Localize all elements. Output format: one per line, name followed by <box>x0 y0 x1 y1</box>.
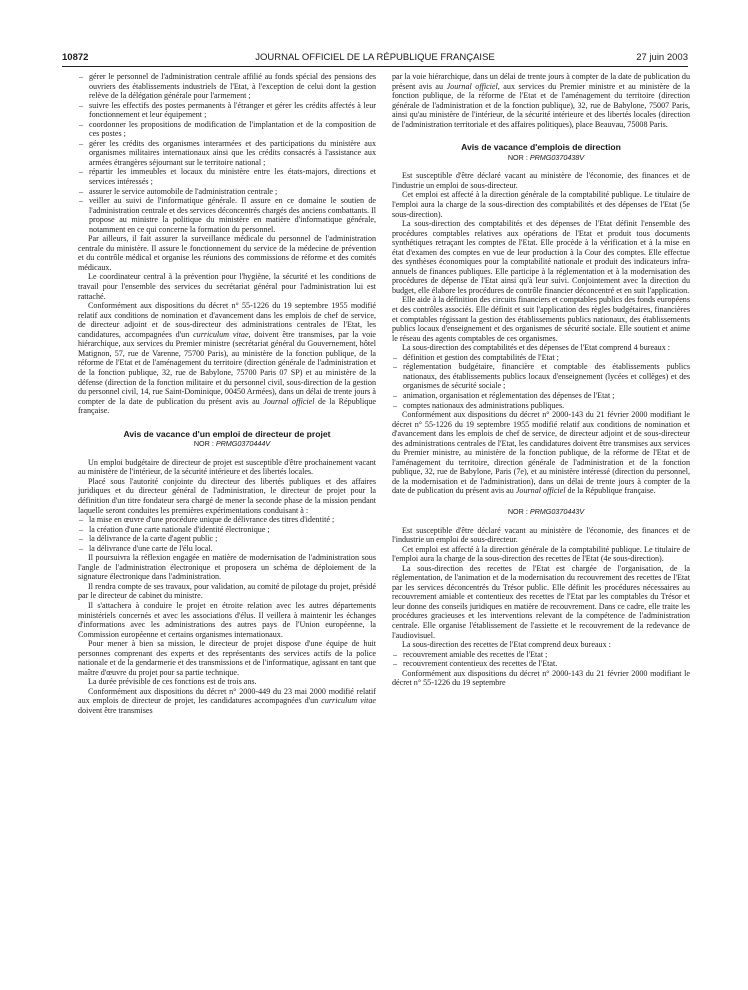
nor-reference: NOR : PRMG0370444V <box>193 439 271 449</box>
paragraph: Placé sous l'autorité conjointe du directeur des libertés publiques et des affaires juridiques et du directeur général de l'administration, le directeur de projet pour la définition d'un titre fondateur sera chargé de mener la seconde phase de la mission pendant laquelle seront conduites les premières expérimentations conduisant à : <box>78 476 376 515</box>
list-item: – veiller au suivi de l'informatique générale. Il assure en ce domaine le soutien de l'administration centrale et des services déconcentrés chargés des anciens combattants. Il propose au ministre la politique du ministère en matière d'informatique générale, notamment en ce qui concerne la formation du personnel. <box>89 196 376 234</box>
page-number: 10872 <box>62 52 89 63</box>
paragraph: Il s'attachera à conduire le projet en étroite relation avec les autres départements ministériels concernés et avec les associations d'élus. Il veillera à maintenir les échanges d'informations avec les administrations des autres pays de l'Union européenne, la Commission européenne et certains organismes internationaux. <box>78 600 376 639</box>
list-item: – définition et gestion des comptabilités de l'Etat ; <box>403 353 690 363</box>
section-heading: Avis de vacance d'un emploi de directeur de projet <box>123 428 331 439</box>
list-item: – assurer le service automobile de l'administration centrale ; <box>89 187 376 197</box>
left-column <box>78 72 376 716</box>
bureaux-list <box>392 353 690 410</box>
right-column <box>392 72 690 688</box>
paragraph: Un emploi budgétaire de directeur de projet est susceptible d'être prochainement vacant au ministère de l'intérieur, de la sécurité intérieure et des libertés locales. <box>78 457 376 477</box>
paragraph: Conformément aux dispositions du décret n° 2000-143 du 21 février 2000 modifiant le décret n° 55-1226 du 19 septembre <box>392 668 690 688</box>
bureaux-list <box>392 650 690 669</box>
list-item: – animation, organisation et réglementation des dépenses de l'Etat ; <box>403 391 690 401</box>
duties-list <box>78 72 376 234</box>
paragraph: La durée prévisible de ces fonctions est de trois ans. <box>88 677 257 687</box>
nor-reference: NOR : PRMG0370438V <box>507 152 585 162</box>
paragraph: Il poursuivra la réflexion engagée en matière de modernisation de l'administration sous l'angle de l'administration électronique et proposera un schéma de déploiement de la signature électronique dans l'administration. <box>78 553 376 582</box>
paragraph: Le coordinateur central à la prévention pour l'hygiène, la sécurité et les conditions de travail pour l'ensemble des services du secrétariat général pour l'administration lui est rattaché. <box>78 272 376 301</box>
list-item: – comptes nationaux des administrations publiques. <box>403 401 690 411</box>
paragraph: Cet emploi est affecté à la direction générale de la comptabilité publique. Le titulaire de l'emploi aura la charge de la sous-direction des recettes de l'Etat (4e sous-direction). <box>392 544 690 564</box>
paragraph: La sous-direction des recettes de l'Etat est chargée de l'organisation, de la réglementation, de l'animation et de la modernisation du recouvrement des recettes de l'Etat par les services déconcentrés du Trésor public. Elle définit les procédures nécessaires au recouvrement amiable et contentieux des recettes de l'Etat par les comptables du Trésor et leur donne des conseils juridiques en matière de recouvrement. Dans ce cadre, elle traite les procédures gracieuses et les interventions relevant de la compétence de l'administration centrale. Elle organise l'établissement de l'assiette et le recouvrement de la redevance de l'audiovisuel. <box>392 563 690 640</box>
paragraph: Cet emploi est affecté à la direction générale de la comptabilité publique. Le titulaire de l'emploi aura la charge de la sous-direction des comptabilités et des dépenses de l'Etat (5e sous-direction). <box>392 190 690 219</box>
paragraph: Pour mener à bien sa mission, le directeur de projet dispose d'une équipe de huit personnes comprenant des experts et des représentants des services actifs de la police nationale et de la gendarmerie et des transmissions et de l'informatique, agissant en tant que maître d'œuvre du projet pour sa partie technique. <box>78 639 376 677</box>
list-item: – suivre les effectifs des postes permanents à l'étranger et gérer les crédits affectés à leur fonctionnement et leur équipement ; <box>89 101 376 120</box>
paragraph: Est susceptible d'être déclaré vacant au ministère de l'économie, des finances et de l'industrie un emploi de sous-directeur. <box>392 171 690 190</box>
list-item: – répartir les immeubles et locaux du ministère entre les états-majors, directions et services intéressés ; <box>89 167 376 186</box>
paragraph: La sous-direction des comptabilités et des dépenses de l'Etat définit l'ensemble des procédures comptables relatives aux opérations de l'Etat et produit tous documents synthétiques retraçant les comptes de l'Etat. Elle procède à la vérification et à la mise en état d'examen des comptes en vue de leur production à la Cour des comptes. Elle effectue des synthèses économiques pour la comptabilité nationale et produit des indicateurs infra-annuels de finances publiques. Elle participe à la réglementation et à la modernisation des procédures de dépense de l'Etat ainsi qu'à leur suivi. Conjointement avec la direction du budget, elle élabore les procédures de contrôle financier déconcentré et en suit l'application. <box>392 219 690 295</box>
list-item: – coordonner les propositions de modification de l'implantation et de la composition de ces postes ; <box>89 120 376 139</box>
page-header <box>62 52 688 66</box>
list-item: – réglementation budgétaire, financière et comptable des établissements publics nationaux, des établissements publics locaux d'enseignement (lycées et collèges) et des organismes de sécurité sociale ; <box>403 362 690 391</box>
list-item: – la délivrance de la carte d'agent public ; <box>89 534 376 544</box>
list-item: – recouvrement amiable des recettes de l'Etat ; <box>403 650 690 660</box>
paragraph: Conformément aux dispositions du décret n° 2000-449 du 23 mai 2000 modifié relatif aux emplois de directeur de projet, les candidatures accompagnées d'un curriculum vitae doivent être transmises <box>78 686 376 715</box>
paragraph: La sous-direction des comptabilités et des dépenses de l'Etat comprend 4 bureaux : <box>402 343 671 353</box>
list-item: – la délivrance d'une carte de l'élu local. <box>89 544 376 554</box>
paragraph: Conformément aux dispositions du décret n° 2000-143 du 21 février 2000 modifiant le décret n° 55-1226 du 19 septembre 1955 modifié relatif aux conditions de nomination et d'avancement dans les emplois de chef de service, de directeur adjoint et de sous-directeur des administrations centrales de l'Etat, les candidatures doivent être transmises aux services du Premier ministre, au ministère de la fonction publique, de la réforme de l'Etat et de l'aménagement du territoire, direction générale de l'administration et de la fonction publique, 32, rue de Babylone, Paris (7e), et au ministère intéressé (direction du personnel, de la modernisation et de l'administration), dans un délai de trente jours à compter de la date de publication du présent avis au Journal officiel de la République française. <box>392 410 690 496</box>
paragraph: Elle aide à la définition des circuits financiers et comptables publics des fonds européens et des contrôles associés. Elle définit et suit l'application des règles budgétaires, financières et comptables régissant la gestion des établissements publics nationaux, des établissements publics locaux d'enseignement et des organismes de sécurité sociale. Elle soutient et anime le réseau des agents comptables de ces organismes. <box>392 295 690 343</box>
paragraph: La sous-direction des recettes de l'Etat comprend deux bureaux : <box>402 640 611 650</box>
paragraph: Par ailleurs, il fait assurer la surveillance médicale du personnel de l'administration centrale du ministère. Il assure le fonctionnement du service de la médecine de prévention et du contrôle médical et organise les réunions des commissions de réforme et des comités médicaux. <box>78 234 376 272</box>
list-item: – la mise en œuvre d'une procédure unique de délivrance des titres d'identité ; <box>89 515 376 525</box>
list-item: – la création d'une carte nationale d'identité électronique ; <box>89 525 376 535</box>
experiments-list <box>78 515 376 553</box>
section-heading: Avis de vacance d'emplois de direction <box>461 142 621 153</box>
header-rule <box>62 66 688 67</box>
list-item: – gérer le personnel de l'administration centrale affilié au fonds spécial des pensions des ouvriers des établissements industriels de l'Etat, à l'exception de celui dont la gestion relève de la délégation générale pour l'armement ; <box>89 72 376 101</box>
paragraph: Il rendra compte de ses travaux, pour validation, au comité de pilotage du projet, présidé par le directeur de cabinet du ministre. <box>78 581 376 601</box>
nor-reference: NOR : PRMG0370443V <box>507 506 585 516</box>
journal-title: JOURNAL OFFICIEL DE LA RÉPUBLIQUE FRANÇAISE <box>255 52 495 63</box>
list-item: – recouvrement contentieux des recettes de l'Etat. <box>403 659 690 669</box>
list-item: – gérer les crédits des organismes interarmées et des participations du ministère aux organismes militaires internationaux ainsi que les crédits consacrés à l'assistance aux armées étrangères séjournant sur le territoire national ; <box>89 139 376 168</box>
issue-date: 27 juin 2003 <box>636 52 688 63</box>
paragraph: Est susceptible d'être déclaré vacant au ministère de l'économie, des finances et de l'industrie un emploi de sous-directeur. <box>392 525 690 545</box>
paragraph: par la voie hiérarchique, dans un délai de trente jours à compter de la date de publication du présent avis au Journal officiel, aux services du Premier ministre et au ministère de la fonction publique, de la réforme de l'Etat et de l'aménagement du territoire (direction générale de l'administration et de la fonction publique), 32, rue de Babylone, 75007 Paris, ainsi qu'au ministère de l'intérieur, de la sécurité intérieure et des libertés locales (direction de l'administration territoriale et des affaires politiques), place Beauvau, 75008 Paris. <box>392 72 690 129</box>
paragraph: Conformément aux dispositions du décret n° 55-1226 du 19 septembre 1955 modifié relatif aux conditions de nomination et d'avancement dans les emplois de chef de service, de directeur adjoint et de sous-directeur des administrations centrales de l'Etat, les candidatures, accompagnées d'un curriculum vitae, doivent être transmises, par la voie hiérarchique, aux services du Premier ministre (secrétariat général du Gouvernement, hôtel Matignon, 57, rue de Varenne, 75700 Paris), au ministère de la fonction publique, de la réforme de l'Etat et de l'aménagement du territoire (direction générale de l'administration et de la fonction publique, 32, rue de Babylone, 75700 Paris 07 SP) et au ministère de la défense (direction de la fonction militaire et du personnel civil, sous-direction de la gestion du personnel civil, 14, rue Saint-Dominique, 00450 Armées), dans un délai de trente jours à compter de la date de publication du présent avis au Journal officiel de la République française. <box>78 301 376 416</box>
